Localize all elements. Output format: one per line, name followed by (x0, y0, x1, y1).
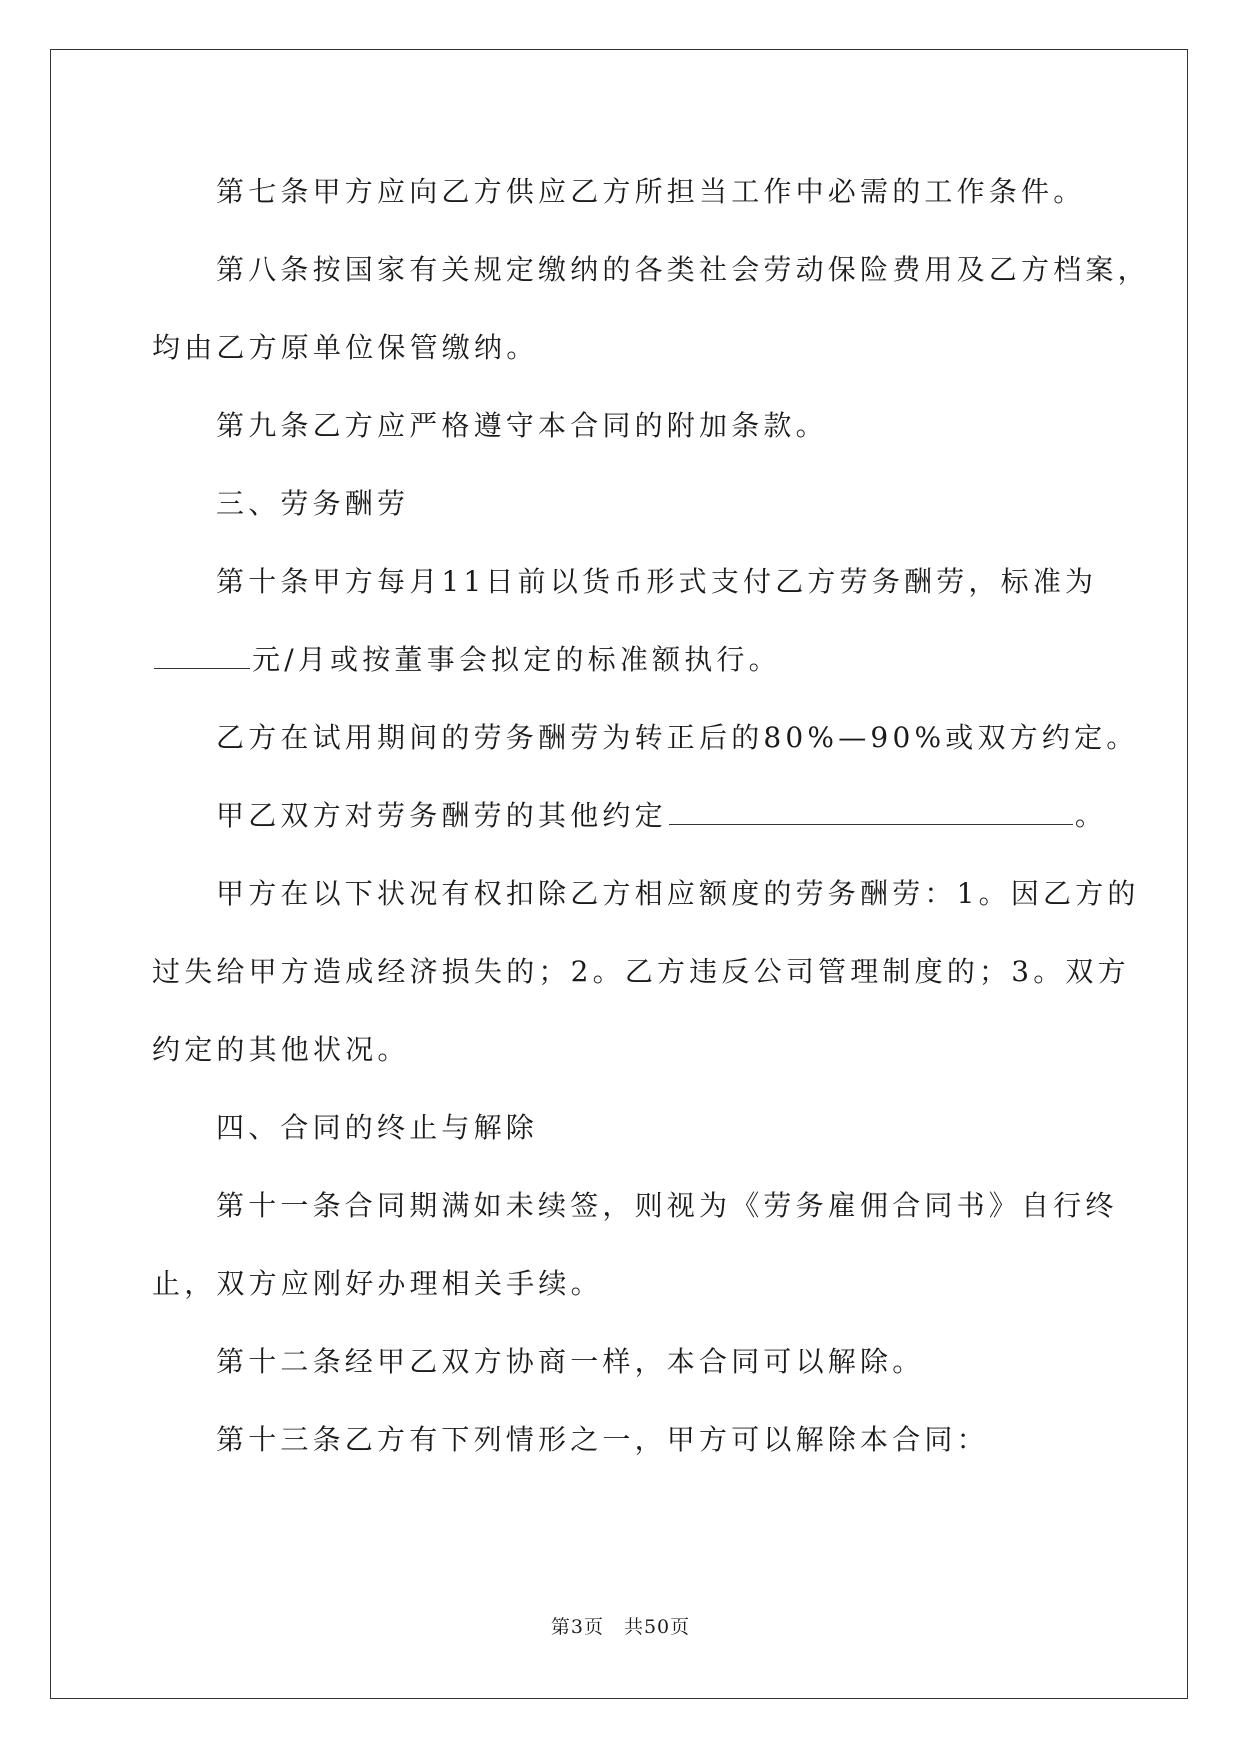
text-line: 过失给甲方造成经济损失的；2。乙方违反公司管理制度的；3。双方 (152, 955, 1130, 988)
fill-in-blank (669, 798, 1073, 825)
fill-in-blank (154, 642, 250, 669)
text-line: 均由乙方原单位保管缴纳。 (152, 331, 539, 364)
text-line: 第九条乙方应严格遵守本合同的附加条款。 (216, 409, 828, 442)
text-segment: 甲乙双方对劳务酬劳的其他约定 (216, 799, 667, 832)
text-line: 乙方在试用期间的劳务酬劳为转正后的80%—90%或双方约定。 (216, 721, 1139, 754)
text-line: 第十三条乙方有下列情形之一，甲方可以解除本合同： (216, 1423, 989, 1456)
text-line: 第十一条合同期满如未续签，则视为《劳务雇佣合同书》自行终 (216, 1189, 1118, 1222)
section-heading: 四、合同的终止与解除 (216, 1111, 539, 1144)
text-line: 第十条甲方每月11日前以货币形式支付乙方劳务酬劳，标准为 (216, 565, 1098, 598)
text-segment: 。 (1074, 799, 1108, 832)
text-line (152, 796, 1107, 836)
text-line (152, 640, 781, 680)
text-line: 甲方在以下状况有权扣除乙方相应额度的劳务酬劳：1。因乙方的 (216, 877, 1140, 910)
text-line: 第十二条经甲乙双方协商一样，本合同可以解除。 (216, 1345, 925, 1378)
section-heading: 三、劳务酬劳 (216, 487, 410, 520)
page-total: 共50页 (623, 1616, 691, 1638)
text-line: 第八条按国家有关规定缴纳的各类社会劳动保险费用及乙方档案， (216, 253, 1150, 286)
page-number: 第3页 (550, 1616, 604, 1638)
text-segment: 元/月或按董事会拟定的标准额执行。 (252, 643, 781, 676)
text-line: 第七条甲方应向乙方供应乙方所担当工作中必需的工作条件。 (216, 175, 1086, 208)
text-line: 止，双方应刚好办理相关手续。 (152, 1267, 603, 1300)
text-line: 约定的其他状况。 (152, 1033, 410, 1066)
page-footer (0, 1612, 1241, 1639)
